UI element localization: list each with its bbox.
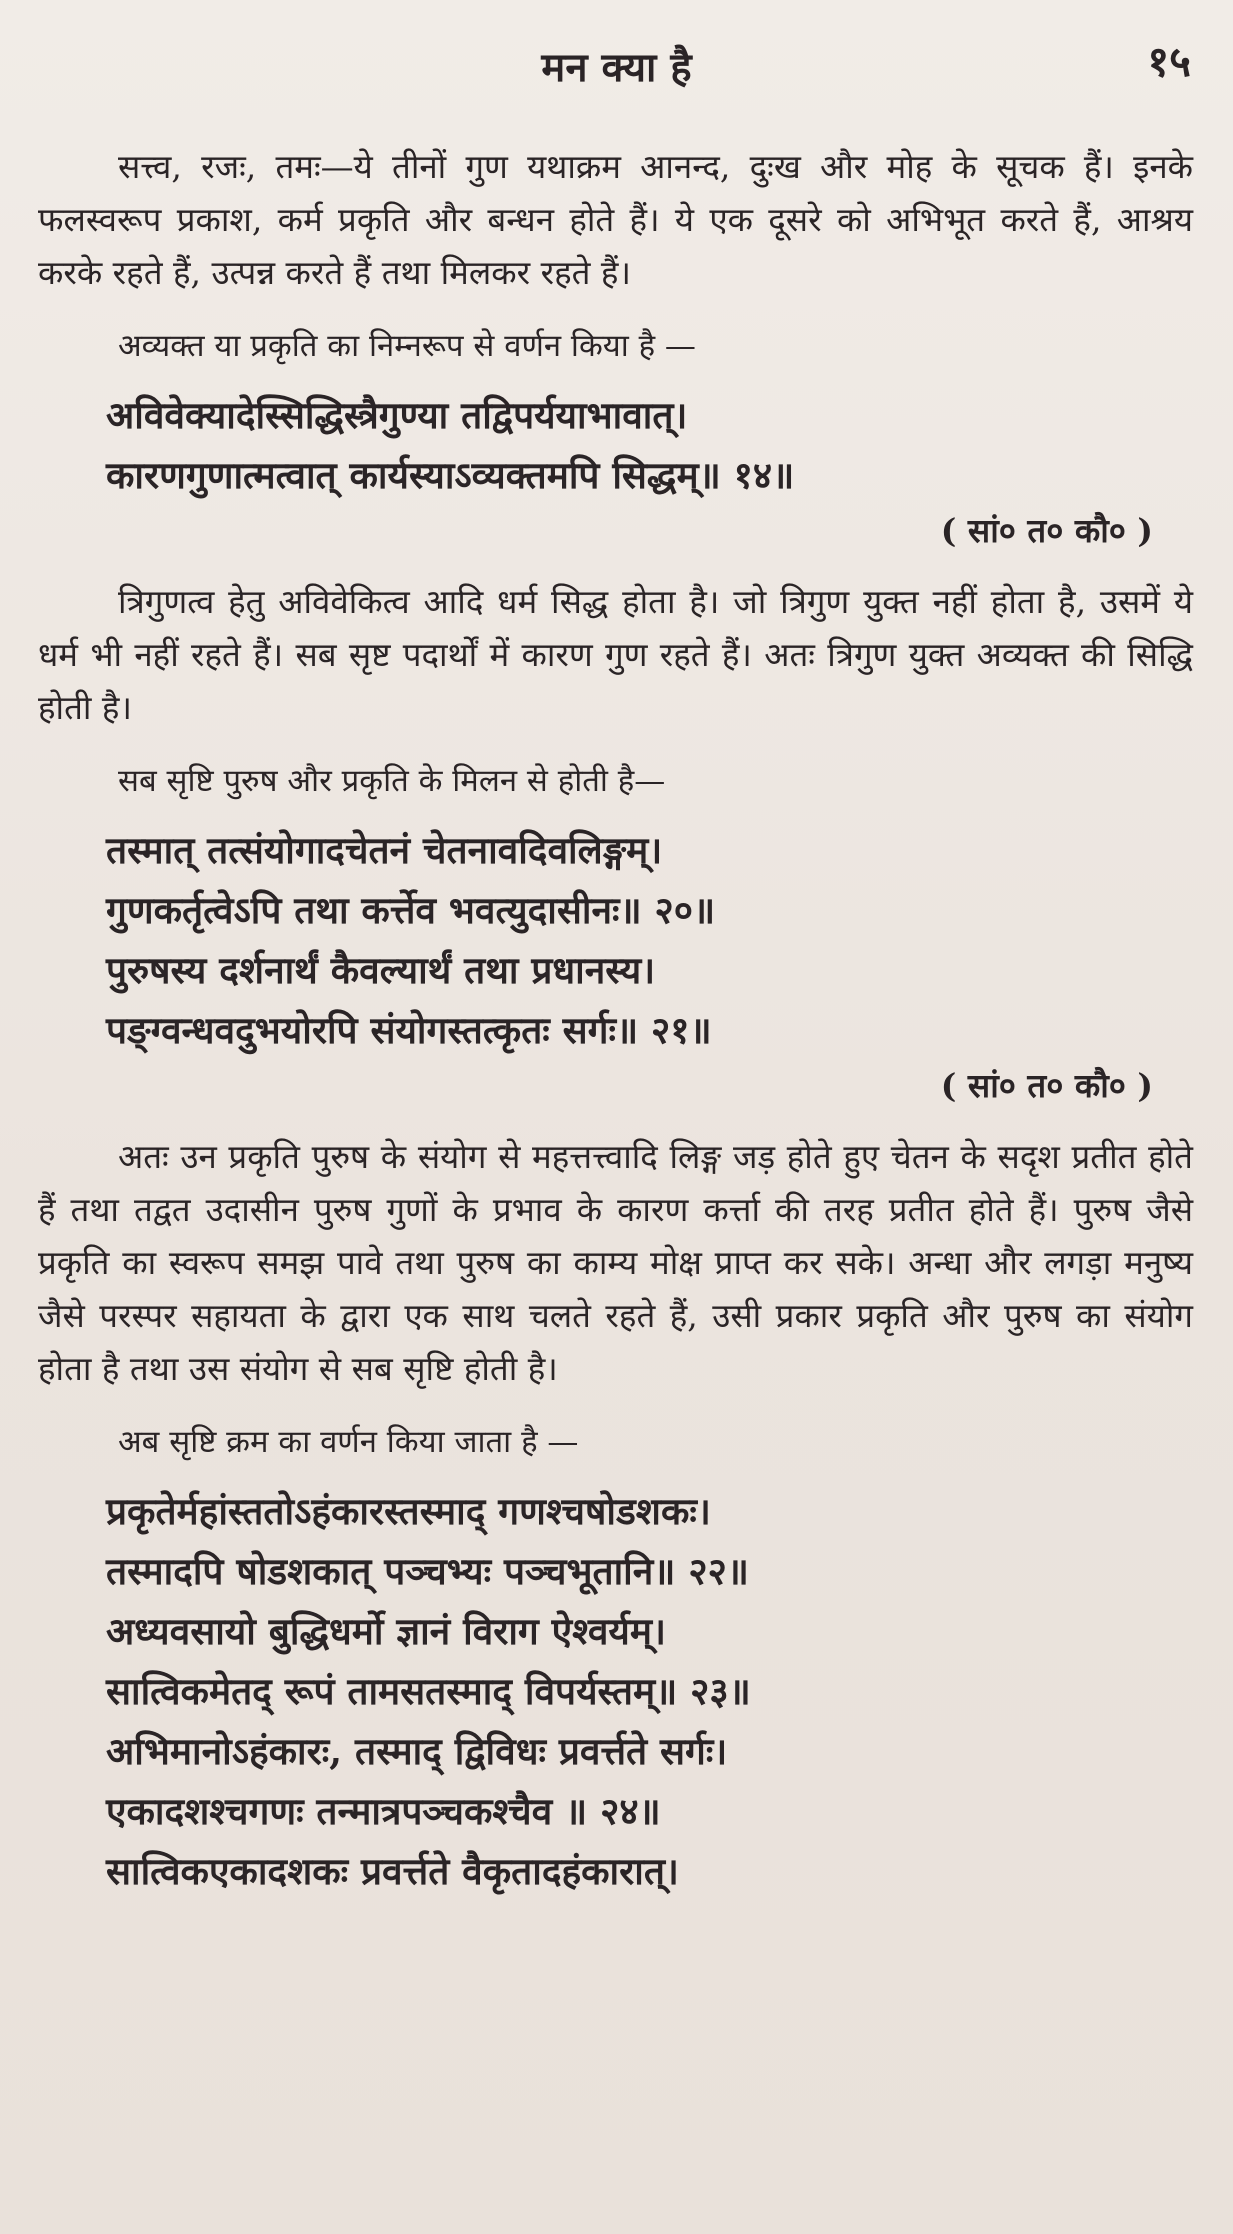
paragraph-samyoga: अतः उन प्रकृति पुरुष के संयोग से महत्तत्त्वादि लिङ्ग जड़ होते हुए चेतन के सदृश प्रतीत होते हैं तथा तद्वत उदासीन पुरुष गुणों के प्रभाव के कारण कर्त्ता की तरह प्रतीत होते हैं। पुरुष जैसे प्रकृति का स्वरूप समझ पावे तथा पुरुष का काम्य मोक्ष प्राप्त कर सके। अन्धा और लगड़ा मनुष्य जैसे परस्पर सहायता के द्वारा एक साथ चलते रहते हैं, उसी प्रकार प्रकृति और पुरुष का संयोग होता है तथा उस संयोग से सब सृष्टि होती है। <box>38 1137 1193 1388</box>
verse-line: तस्मादपि षोडशकात् पञ्चभ्यः पञ्चभूतानि॥ २२॥ <box>106 1549 749 1593</box>
verse-line: पङ्ग्वन्धवदुभयोरपि संयोगस्तत्कृतः सर्गः॥ २१॥ <box>106 1008 712 1052</box>
verse-line: सात्विकमेतद् रूपं तामसतस्माद् विपर्यस्तम्॥ २३॥ <box>106 1669 751 1713</box>
citation-1: ( सां० त० कौ० ) <box>940 511 1153 550</box>
page-title: मन क्या है <box>541 44 692 91</box>
verse-line: प्रकृतेर्महांस्ततोऽहंकारस्तस्माद् गणश्चषोडशकः। <box>106 1489 711 1533</box>
verse-line: अविवेक्यादेस्सिद्धिस्त्रैगुण्या तद्विपर्ययाभावात्। <box>106 393 688 437</box>
intro-srishti-krama: अब सृष्टि क्रम का वर्णन किया जाता है — <box>118 1424 579 1460</box>
intro-srishti: सब सृष्टि पुरुष और प्रकृति के मिलन से होती है— <box>118 763 666 799</box>
body-text <box>38 140 1193 1901</box>
verse-block-20-21 <box>38 820 1193 1060</box>
verse-line: अभिमानोऽहंकारः, तस्माद् द्विविधः प्रवर्त्तते सर्गः। <box>106 1729 728 1773</box>
verse-block-14 <box>38 385 1193 505</box>
running-head <box>0 28 1233 98</box>
verse-line: पुरुषस्य दर्शनार्थं कैवल्यार्थं तथा प्रधानस्य। <box>106 948 656 992</box>
verse-line: अध्यवसायो बुद्धिधर्मो ज्ञानं विराग ऐश्वर्यम्। <box>106 1609 667 1653</box>
intro-avyakta: अव्यक्त या प्रकृति का निम्नरूप से वर्णन किया है — <box>118 328 696 364</box>
verse-line: एकादशश्चगणः तन्मात्रपञ्चकश्चैव ॥ २४॥ <box>106 1789 661 1833</box>
verse-block-22-24 <box>38 1481 1193 1901</box>
paragraph-gunas: सत्त्व, रजः, तमः—ये तीनों गुण यथाक्रम आनन्द, दुःख और मोह के सूचक हैं। इनके फलस्वरूप प्रकाश, कर्म प्रकृति और बन्धन होते हैं। ये एक दूसरे को अभिभूत करते हैं, आश्रय करके रहते हैं, उत्पन्न करते हैं तथा मिलकर रहते हैं। <box>38 147 1193 292</box>
verse-line: तस्मात् तत्संयोगादचेतनं चेतनावदिवलिङ्गम्। <box>106 828 663 872</box>
paragraph-trigunatva: त्रिगुणत्व हेतु अविवेकित्व आदि धर्म सिद्ध होता है। जो त्रिगुण युक्त नहीं होता है, उसमें ये धर्म भी नहीं रहते हैं। सब सृष्ट पदार्थों में कारण गुण रहते हैं। अतः त्रिगुण युक्त अव्यक्त की सिद्धि होती है। <box>38 582 1193 727</box>
citation-2: ( सां० त० कौ० ) <box>940 1066 1153 1105</box>
verse-line: कारणगुणात्मत्वात् कार्यस्याऽव्यक्तमपि सिद्धम्॥ १४॥ <box>106 453 795 497</box>
verse-line: गुणकर्तृत्वेऽपि तथा कर्त्तेव भवत्युदासीनः॥ २०॥ <box>106 888 716 932</box>
verse-line: सात्विकएकादशकः प्रवर्त्तते वैकृतादहंकारात्। <box>106 1849 679 1893</box>
page-number: १५ <box>1147 37 1191 86</box>
